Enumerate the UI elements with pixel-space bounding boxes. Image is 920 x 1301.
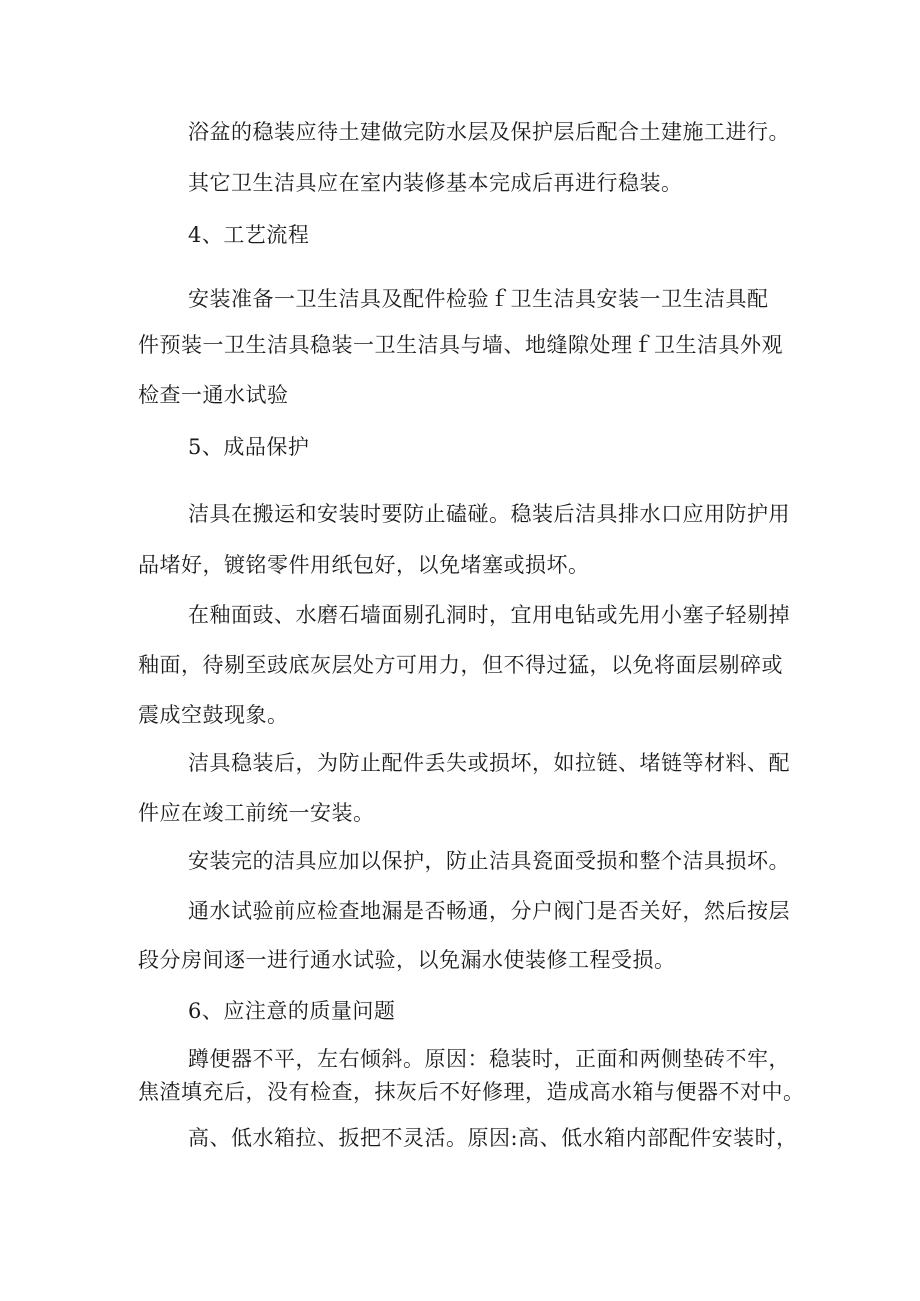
paragraph-line: 釉面，待剔至豉底灰层处方可用力，但不得过猛，以免将面层剔碎或	[138, 653, 783, 677]
paragraph-line: 浴盆的稳装应待土建做完防水层及保护层后配合土建施工进行。	[188, 120, 790, 144]
paragraph-line: 检查一通水试验	[138, 383, 289, 407]
paragraph-line: 品堵好，镀铭零件用纸包好，以免堵塞或损坏。	[138, 553, 590, 577]
paragraph-line: 件应在竣工前统一安装。	[138, 801, 375, 825]
section-heading-quality: 6、应注意的质量问题	[188, 999, 396, 1023]
paragraph-line: 件预装一卫生洁具稳装一卫生洁具与墙、地缝隙处理ｆ卫生洁具外观	[138, 333, 783, 357]
section-heading-protection: 5、成品保护	[188, 435, 310, 459]
section-heading-process: 4、工艺流程	[188, 223, 310, 247]
paragraph-line: 蹲便器不平，左右倾斜。原因：稳装时，正面和两侧垫砖不牢，	[188, 1047, 790, 1071]
paragraph-line: 安装准备一卫生洁具及配件检验ｆ卫生洁具安装一卫生洁具配	[188, 287, 769, 311]
paragraph-line: 在釉面豉、水磨石墙面剔孔洞时，宜用电钻或先用小塞子轻剔掉	[188, 603, 790, 627]
paragraph-line: 其它卫生洁具应在室内装修基本完成后再进行稳装。	[188, 171, 683, 195]
paragraph-line: 焦渣填充后，没有检查，抹灰后不好修理，造成高水箱与便器不对中。	[138, 1080, 805, 1104]
paragraph-line: 通水试验前应检查地漏是否畅通，分户阀门是否关好，然后按层	[188, 899, 790, 923]
paragraph-line: 高、低水箱拉、扳把不灵活。原因:高、低水箱内部配件安装时，	[188, 1126, 798, 1150]
paragraph-line: 洁具在搬运和安装时要防止磕碰。稳装后洁具排水口应用防护用	[188, 502, 790, 526]
paragraph-line: 震成空鼓现象。	[138, 703, 289, 727]
paragraph-line: 段分房间逐一进行通水试验，以免漏水使装修工程受损。	[138, 948, 676, 972]
paragraph-line: 洁具稳装后，为防止配件丢失或损坏，如拉链、堵链等材料、配	[188, 751, 790, 775]
paragraph-line: 安装完的洁具应加以保护，防止洁具瓷面受损和整个洁具损坏。	[188, 849, 790, 873]
